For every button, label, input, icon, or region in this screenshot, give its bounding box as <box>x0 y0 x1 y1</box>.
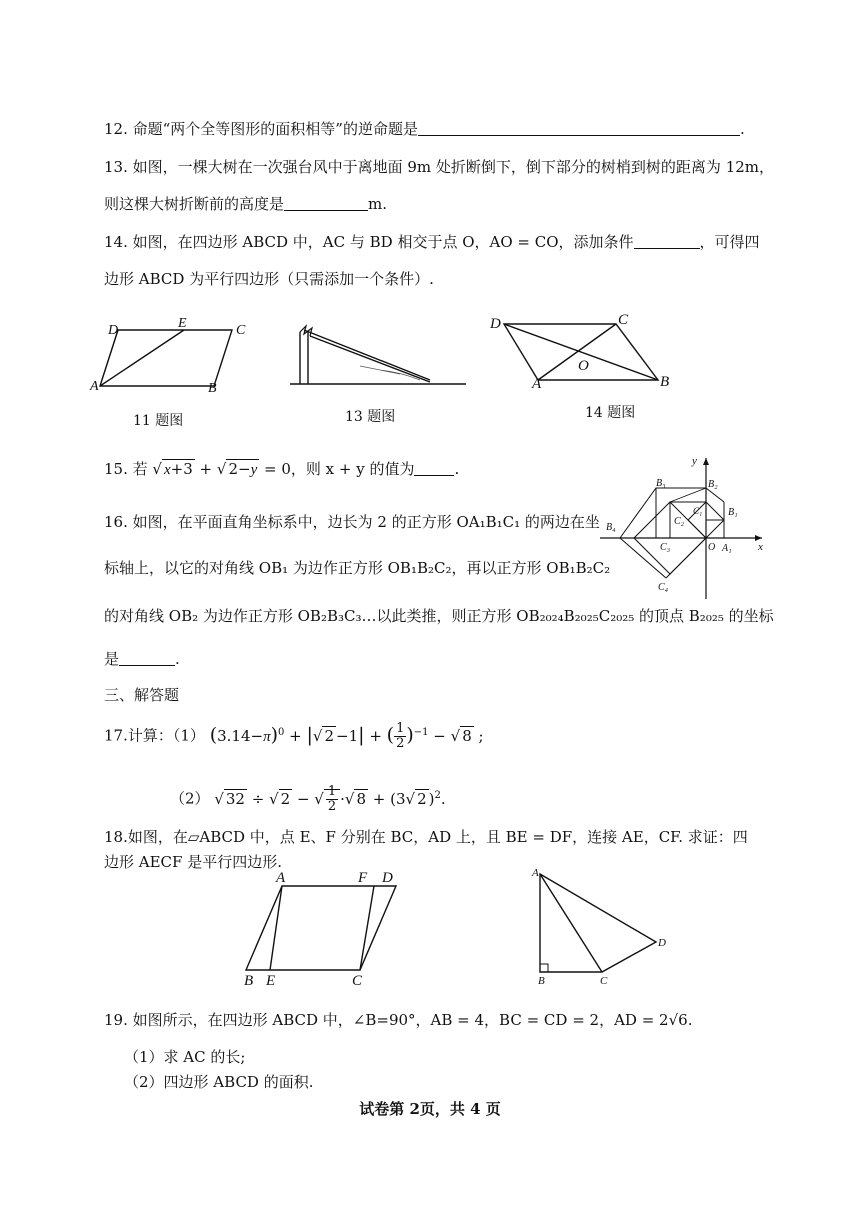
fig11-label-c: C <box>236 323 246 338</box>
q14-line1-text: 14. 如图，在四边形 ABCD 中，AC 与 BD 相交于点 O，AO = CO，添加条件 <box>104 233 634 251</box>
fig16-label-y: y <box>692 455 697 467</box>
fig18-label-c: C <box>352 973 363 989</box>
q19-line1: 19. 如图所示，在四边形 ABCD 中，∠B=90°，AB = 4，BC = CD = 2，AD = 2√6. <box>104 1011 693 1029</box>
q13-line2 <box>104 193 387 214</box>
fig14-caption: 14 题图 <box>585 405 636 421</box>
q13-unit: m. <box>368 195 388 213</box>
fig14-label-o: O <box>578 358 589 374</box>
fig11-label-a: A <box>90 379 99 394</box>
fig14-label-a: A <box>532 376 542 392</box>
fig16-label-a1: A₁ <box>722 543 732 554</box>
question-15 <box>104 458 459 479</box>
q14-answer-blank[interactable] <box>634 234 700 249</box>
fig14-label-c: C <box>618 312 629 328</box>
fig14-label-d: D <box>490 316 501 332</box>
figure-13-broken-tree <box>290 322 470 392</box>
q16-line1: 16. 如图，在平面直角坐标系中，边长为 2 的正方形 OA₁B₁C₁ 的两边在坐 <box>104 513 600 531</box>
q17-sub2-label: （2） <box>170 789 210 808</box>
q16-line3: 的对角线 OB₂ 为边作正方形 OB₂B₃C₃…以此类推，则正方形 OB₂₀₂₄B₂₀₂₅C₂₀₂₅ 的顶点 B₂₀₂₅ 的坐标 <box>104 607 774 625</box>
fig16-label-x: x <box>758 541 763 553</box>
fig16-label-c2: C₂ <box>674 516 685 527</box>
q13-line1: 13. 如图，一棵大树在一次强台风中于离地面 9m 处折断倒下，倒下部分的树梢到树的距离为 12m， <box>104 158 775 176</box>
fig16-label-c4: C₄ <box>658 582 669 593</box>
fig18-label-f: F <box>358 870 368 886</box>
fig14-label-b: B <box>660 374 670 390</box>
fig16-label-b1: B₁ <box>728 507 738 518</box>
fig16-label-b3: B₃ <box>656 478 666 489</box>
q14-line1 <box>104 231 760 252</box>
q12-text: 12. 命题“两个全等图形的面积相等”的逆命题是 <box>104 120 418 138</box>
q16-answer-blank[interactable] <box>119 651 175 666</box>
fig16-label-c3: C₃ <box>660 542 671 553</box>
q16-period: . <box>175 650 180 668</box>
q14-line2: 边形 ABCD 为平行四边形（只需添加一个条件）. <box>104 270 434 288</box>
figure-19-quadrilateral <box>528 866 678 991</box>
fig19-label-c: C <box>600 975 608 987</box>
q16-line2: 标轴上，以它的对角线 OB₁ 为边作正方形 OB₁B₂C₂，再以正方形 OB₁B₂C₂ <box>104 559 611 577</box>
q12-answer-blank[interactable] <box>418 121 740 136</box>
fig19-label-a: A <box>532 867 539 879</box>
q17-part1 <box>104 722 484 751</box>
fig16-label-o: O <box>708 542 716 553</box>
fig18-label-a: A <box>276 870 286 886</box>
q15-equation: √ x+3 + √ 2−y = 0 <box>152 460 291 478</box>
page-footer: 试卷第 2页，共 4 页 <box>359 1100 501 1118</box>
fig18-label-e: E <box>266 973 276 989</box>
fig11-label-e: E <box>178 316 187 331</box>
figure-11-parallelogram <box>90 316 250 396</box>
q17-part2 <box>170 785 446 814</box>
fig19-label-d: D <box>658 937 666 949</box>
q17-label: 17.计算：（1） <box>104 726 205 745</box>
figure-16-coordinate-squares <box>600 454 770 604</box>
fig16-label-b4: B₄ <box>606 522 616 533</box>
q17-expression-2: √ 32 ÷ √ 2 − √ $\frac{1}{2}$ ·√ 8 + (3√ 2 )$^2$. <box>214 784 446 814</box>
figure-14-quadrilateral <box>488 312 688 392</box>
fig11-label-b: B <box>208 381 217 396</box>
fig11-label-d: D <box>108 323 119 338</box>
fig18-label-d: D <box>382 870 393 886</box>
q15-answer-blank[interactable] <box>414 461 454 476</box>
fig16-label-c1: C₁ <box>693 506 703 516</box>
question-12 <box>104 118 745 139</box>
fig16-label-b2: B₂ <box>708 479 718 490</box>
q18-line1: 18.如图，在▱ABCD 中，点 E、F 分别在 BC，AD 上，且 BE = DF，连接 AE，CF. 求证：四 <box>104 828 748 846</box>
q15-prefix: 15. 若 <box>104 460 148 478</box>
section-heading-answers: 三、解答题 <box>104 686 180 704</box>
q16-line4 <box>104 648 180 669</box>
q15-period: . <box>454 460 460 478</box>
q19-part1: （1）求 AC 的长; <box>124 1048 246 1066</box>
fig18-label-b: B <box>244 973 254 989</box>
q15-question: ，则 x + y 的值为 <box>290 460 415 478</box>
fig13-caption: 13 题图 <box>345 409 396 425</box>
figure-18-parallelogram <box>240 870 410 990</box>
q17-expression-1: $(3.14-\pi)^0$ + |√ 2 −1| + ( $\frac{1}{2}$ )$^{-1}$ − √ 8 ; <box>209 721 484 751</box>
q18-line2: 边形 AECF 是平行四边形. <box>104 853 282 871</box>
q13-line2-text: 则这棵大树折断前的高度是 <box>104 195 285 213</box>
q16-line4-text: 是 <box>104 650 120 668</box>
q12-period: . <box>739 120 745 138</box>
q13-answer-blank[interactable] <box>284 196 368 211</box>
q14-line1-tail: ，可得四 <box>699 233 760 251</box>
fig11-caption: 11 题图 <box>133 413 184 429</box>
fig19-label-b: B <box>538 975 545 987</box>
q19-part2: （2）四边形 ABCD 的面积. <box>124 1073 314 1091</box>
